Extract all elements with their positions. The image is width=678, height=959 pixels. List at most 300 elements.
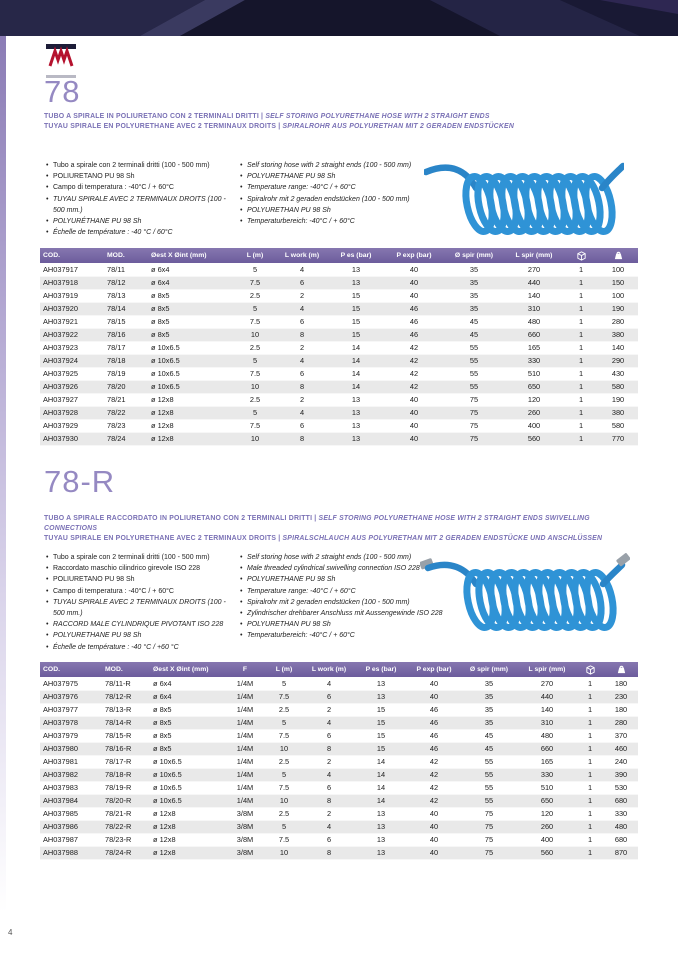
- table-cell: 190: [598, 302, 638, 315]
- table-row: [40, 354, 638, 367]
- column-header: MOD.: [104, 248, 148, 263]
- table-cell: 650: [504, 380, 564, 393]
- table-cell: 150: [598, 276, 638, 289]
- table-cell: 35: [444, 263, 504, 276]
- table-cell: 140: [518, 703, 576, 716]
- table-cell: 75: [444, 419, 504, 432]
- table-cell: 230: [604, 690, 638, 703]
- table-cell: ø 8x5: [150, 716, 226, 729]
- table-cell: 3/8M: [226, 807, 264, 820]
- table-cell: AH037926: [40, 380, 104, 393]
- bullet-item: • Temperaturbereich: -40°C / + 60°C: [240, 630, 448, 641]
- table-cell: 5: [264, 716, 304, 729]
- table-cell: 15: [328, 302, 384, 315]
- table-cell: AH037925: [40, 367, 104, 380]
- table-cell: AH037918: [40, 276, 104, 289]
- description-primary: TUYAU SPIRALE EN POLYURETHANE AVEC 2 TERMINAUX DROITS |: [44, 123, 283, 130]
- table-cell: 14: [328, 354, 384, 367]
- bullet-item: • Self storing hose with 2 straight ends (100 - 500 mm): [240, 552, 448, 563]
- table-cell: 5: [234, 302, 276, 315]
- table-cell: AH037929: [40, 419, 104, 432]
- table-cell: 10: [234, 432, 276, 445]
- bullet-item: • TUYAU SPIRALE AVEC 2 TERMINAUX DROITS (100 - 500 mm.): [46, 194, 232, 216]
- table-cell: 5: [264, 677, 304, 690]
- table-cell: 1: [564, 406, 598, 419]
- table-cell: 13: [328, 419, 384, 432]
- table-cell: 46: [408, 729, 460, 742]
- table-cell: ø 6x4: [150, 690, 226, 703]
- table-cell: ø 10x6.5: [150, 755, 226, 768]
- package-column-header: [576, 662, 604, 677]
- table-cell: 140: [598, 341, 638, 354]
- table-cell: 8: [304, 742, 354, 755]
- table-cell: 7.5: [234, 367, 276, 380]
- table-cell: 78/12-R: [102, 690, 150, 703]
- column-header: F: [226, 662, 264, 677]
- table-cell: AH037984: [40, 794, 102, 807]
- bullet-item: • RACCORD MALE CYLINDRIQUE PIVOTANT ISO 228: [46, 619, 232, 630]
- table-cell: 13: [328, 276, 384, 289]
- weight-column-header: [598, 248, 638, 263]
- table-cell: 1: [576, 781, 604, 794]
- table-cell: 3/8M: [226, 833, 264, 846]
- description-line-1: [44, 514, 644, 534]
- table-cell: 13: [354, 807, 408, 820]
- table-cell: 7.5: [264, 729, 304, 742]
- table-cell: 4: [276, 406, 328, 419]
- brand-logo-mark: [46, 44, 76, 68]
- table-cell: 2: [304, 807, 354, 820]
- table-row: [40, 703, 638, 716]
- table-cell: 46: [408, 716, 460, 729]
- table-cell: 15: [328, 289, 384, 302]
- table-cell: 45: [460, 742, 518, 755]
- table-cell: 40: [408, 833, 460, 846]
- table-cell: ø 8x5: [148, 315, 234, 328]
- table-cell: 78/22: [104, 406, 148, 419]
- table-cell: 15: [354, 742, 408, 755]
- table-cell: 2: [304, 703, 354, 716]
- table-cell: 55: [444, 380, 504, 393]
- column-header: P es (bar): [328, 248, 384, 263]
- table-cell: 42: [384, 367, 444, 380]
- table-cell: 5: [234, 406, 276, 419]
- table-cell: 8: [304, 846, 354, 859]
- table-cell: AH037917: [40, 263, 104, 276]
- table-cell: AH037923: [40, 341, 104, 354]
- table-cell: 75: [460, 833, 518, 846]
- table-cell: 40: [384, 289, 444, 302]
- table-cell: 380: [598, 328, 638, 341]
- table-row: [40, 367, 638, 380]
- table-cell: 55: [460, 768, 518, 781]
- description-primary: TUBO A SPIRALE RACCORDATO IN POLIURETANO CON 2 TERMINALI DRITTI |: [44, 515, 319, 522]
- table-cell: AH037987: [40, 833, 102, 846]
- table-cell: 370: [604, 729, 638, 742]
- table-cell: 7.5: [264, 781, 304, 794]
- table-cell: 75: [444, 393, 504, 406]
- bullet-item: • Temperaturbereich: -40°C / + 60°C: [240, 216, 448, 227]
- table-cell: 440: [518, 690, 576, 703]
- table-cell: 75: [460, 807, 518, 820]
- description-line-1: [44, 112, 644, 122]
- table-cell: 140: [504, 289, 564, 302]
- section-78r-features: [46, 552, 448, 653]
- table-cell: 3/8M: [226, 820, 264, 833]
- table-cell: 100: [598, 289, 638, 302]
- table-cell: 530: [604, 781, 638, 794]
- feature-list-right: [240, 160, 448, 238]
- table-header-row: [40, 248, 638, 263]
- table-cell: 13: [354, 833, 408, 846]
- page-number: 4: [8, 928, 13, 937]
- bullet-item: • Spiralrohr mit 2 geraden endstücken (100 - 500 mm): [240, 597, 448, 608]
- table-cell: 42: [384, 380, 444, 393]
- table-cell: 40: [408, 677, 460, 690]
- table-cell: 78/23: [104, 419, 148, 432]
- table-cell: 55: [460, 794, 518, 807]
- table-row: [40, 432, 638, 445]
- bullet-item: • POLYURETHANE PU 98 Sh: [240, 171, 448, 182]
- table-cell: 1: [564, 328, 598, 341]
- table-cell: 75: [444, 432, 504, 445]
- table-cell: ø 8x5: [150, 703, 226, 716]
- table-cell: 42: [408, 781, 460, 794]
- feature-list-left: [46, 160, 232, 238]
- table-cell: ø 12x8: [148, 432, 234, 445]
- table-cell: 45: [444, 315, 504, 328]
- table-cell: 1/4M: [226, 729, 264, 742]
- table-row: [40, 380, 638, 393]
- table-cell: 14: [354, 794, 408, 807]
- column-header: P exp (bar): [384, 248, 444, 263]
- table-cell: 15: [354, 716, 408, 729]
- table-cell: 330: [504, 354, 564, 367]
- description-primary: TUBO A SPIRALE IN POLIURETANO CON 2 TERMINALI DRITTI |: [44, 113, 266, 120]
- table-cell: 46: [384, 328, 444, 341]
- table-cell: 4: [304, 716, 354, 729]
- description-line-2: [44, 122, 644, 132]
- table-cell: 13: [354, 677, 408, 690]
- table-cell: ø 6x4: [148, 263, 234, 276]
- table-cell: 13: [328, 432, 384, 445]
- section-78r-title: 78-R: [44, 464, 116, 499]
- table-cell: 78/15-R: [102, 729, 150, 742]
- table-row: [40, 755, 638, 768]
- table-cell: 1: [564, 302, 598, 315]
- table-cell: 35: [460, 703, 518, 716]
- table-row: [40, 820, 638, 833]
- column-header: L work (m): [304, 662, 354, 677]
- bullet-item: • POLYURETHANE PU 98 Sh: [240, 574, 448, 585]
- table-cell: 870: [604, 846, 638, 859]
- table-cell: 40: [408, 807, 460, 820]
- table-cell: 13: [354, 846, 408, 859]
- column-header: Øest X Øint (mm): [148, 248, 234, 263]
- feature-list-right: [240, 552, 448, 653]
- table-cell: 40: [384, 419, 444, 432]
- table-cell: 1: [564, 419, 598, 432]
- table-cell: 78/11-R: [102, 677, 150, 690]
- bullet-item: • Échelle de température : -40 °C / +60 °C: [46, 642, 232, 653]
- table-cell: 6: [276, 367, 328, 380]
- table-cell: 6: [276, 315, 328, 328]
- coil-hose-illustration: [424, 152, 624, 248]
- table-row: [40, 807, 638, 820]
- table-cell: 510: [504, 367, 564, 380]
- table-row: [40, 393, 638, 406]
- table-cell: 1/4M: [226, 794, 264, 807]
- table-cell: 35: [444, 302, 504, 315]
- table-cell: 78/21: [104, 393, 148, 406]
- table-cell: 8: [276, 380, 328, 393]
- table-cell: 55: [444, 354, 504, 367]
- table-row: [40, 263, 638, 276]
- bullet-item: • Campo di temperatura : -40°C / + 60°C: [46, 586, 232, 597]
- table-cell: 4: [276, 354, 328, 367]
- table-cell: 78/16-R: [102, 742, 150, 755]
- description-primary: TUYAU SPIRALE EN POLYURETHANE AVEC 2 TERMINAUX DROITS |: [44, 535, 283, 542]
- description-translation: SELF STORING POLYURETHANE HOSE WITH 2 STRAIGHT ENDS SWIVELLING CONNECTIONS: [44, 515, 590, 532]
- table-cell: 4: [304, 768, 354, 781]
- table-cell: 270: [504, 263, 564, 276]
- table-cell: 7.5: [264, 690, 304, 703]
- table-cell: 42: [384, 354, 444, 367]
- table-cell: 480: [504, 315, 564, 328]
- table-row: [40, 729, 638, 742]
- table-cell: 46: [408, 703, 460, 716]
- table-cell: 1: [576, 846, 604, 859]
- product-image-78: [424, 152, 624, 253]
- table-cell: 290: [598, 354, 638, 367]
- table-cell: 13: [328, 263, 384, 276]
- table-cell: 78/17-R: [102, 755, 150, 768]
- column-header: Ø spir (mm): [444, 248, 504, 263]
- table-cell: 260: [518, 820, 576, 833]
- bullet-item: • Self storing hose with 2 straight ends (100 - 500 mm): [240, 160, 448, 171]
- table-row: [40, 690, 638, 703]
- table-cell: 1/4M: [226, 768, 264, 781]
- table-cell: 660: [518, 742, 576, 755]
- table-cell: 1: [564, 367, 598, 380]
- table-cell: ø 12x8: [150, 807, 226, 820]
- table-cell: 660: [504, 328, 564, 341]
- table-cell: 40: [384, 432, 444, 445]
- table-cell: 6: [304, 781, 354, 794]
- table-cell: 680: [604, 794, 638, 807]
- table-cell: AH037924: [40, 354, 104, 367]
- table-cell: 1/4M: [226, 703, 264, 716]
- weight-icon: [616, 664, 627, 675]
- table-body: [40, 263, 638, 445]
- table-cell: 1/4M: [226, 677, 264, 690]
- table-cell: 75: [460, 820, 518, 833]
- table-cell: 75: [460, 846, 518, 859]
- table-cell: ø 12x8: [148, 419, 234, 432]
- table-cell: 165: [504, 341, 564, 354]
- column-header: P exp (bar): [408, 662, 460, 677]
- table-cell: 78/17: [104, 341, 148, 354]
- bullet-item: • TUYAU SPIRALE AVEC 2 TERMINAUX DROITS (100 - 500 mm.): [46, 597, 232, 619]
- table-cell: 1: [576, 755, 604, 768]
- table-cell: 330: [518, 768, 576, 781]
- product-image-78r: [420, 548, 630, 649]
- weight-icon: [613, 250, 624, 261]
- coil-hose-fitted-illustration: [420, 548, 630, 644]
- bullet-item: • POLYURETHAN PU 98 Sh: [240, 205, 448, 216]
- table-cell: ø 12x8: [150, 846, 226, 859]
- table-row: [40, 742, 638, 755]
- table-cell: 480: [604, 820, 638, 833]
- table-cell: 1: [576, 703, 604, 716]
- table-cell: ø 12x8: [148, 406, 234, 419]
- table-cell: ø 10x6.5: [150, 781, 226, 794]
- left-accent-strip: [0, 36, 6, 959]
- table-cell: 770: [598, 432, 638, 445]
- table-cell: 78/20: [104, 380, 148, 393]
- table-cell: 15: [354, 729, 408, 742]
- table-cell: AH037980: [40, 742, 102, 755]
- table-cell: 10: [264, 846, 304, 859]
- table-cell: 165: [518, 755, 576, 768]
- spec-table-78: [40, 248, 638, 446]
- table-cell: 7.5: [234, 276, 276, 289]
- table-row: [40, 677, 638, 690]
- table-cell: 650: [518, 794, 576, 807]
- weight-column-header: [604, 662, 638, 677]
- table-cell: 2: [276, 341, 328, 354]
- table-cell: 8: [304, 794, 354, 807]
- table-row: [40, 768, 638, 781]
- table-cell: 310: [504, 302, 564, 315]
- table-cell: ø 10x6.5: [148, 354, 234, 367]
- table-cell: 1/4M: [226, 781, 264, 794]
- column-header: L (m): [234, 248, 276, 263]
- table-cell: 8: [276, 432, 328, 445]
- table-cell: 13: [354, 690, 408, 703]
- table-cell: 1: [576, 768, 604, 781]
- table-cell: 4: [276, 302, 328, 315]
- table-cell: 42: [408, 755, 460, 768]
- table-cell: 280: [604, 716, 638, 729]
- table-cell: ø 8x5: [148, 289, 234, 302]
- table-cell: AH037927: [40, 393, 104, 406]
- table-cell: 6: [304, 833, 354, 846]
- feature-list-left: [46, 552, 232, 653]
- table-cell: 6: [276, 419, 328, 432]
- table-cell: 1: [576, 833, 604, 846]
- bullet-item: • POLYURÉTHANE PU 98 Sh: [46, 216, 232, 227]
- table-cell: 78/12: [104, 276, 148, 289]
- table-cell: 78/11: [104, 263, 148, 276]
- column-header: L spir (mm): [518, 662, 576, 677]
- spec-table-78r: [40, 662, 638, 860]
- table-cell: 78/24-R: [102, 846, 150, 859]
- table-cell: 4: [304, 677, 354, 690]
- table-cell: 1/4M: [226, 755, 264, 768]
- table-cell: 78/24: [104, 432, 148, 445]
- table-row: [40, 794, 638, 807]
- table-cell: 46: [408, 742, 460, 755]
- table-cell: 14: [354, 768, 408, 781]
- table-row: [40, 406, 638, 419]
- table-cell: 13: [328, 406, 384, 419]
- bullet-item: • Zylindrischer drehbarer Anschluss mit Aussengewinde ISO 228: [240, 608, 448, 619]
- table-cell: 78/16: [104, 328, 148, 341]
- table-cell: 100: [598, 263, 638, 276]
- table-cell: 7.5: [234, 315, 276, 328]
- table-cell: 10: [264, 742, 304, 755]
- table-cell: 440: [504, 276, 564, 289]
- bullet-item: • Spiralrohr mit 2 geraden endstücken (100 - 500 mm): [240, 194, 448, 205]
- table-cell: 1: [576, 820, 604, 833]
- table-cell: 55: [460, 781, 518, 794]
- table-cell: 46: [384, 315, 444, 328]
- table-cell: AH037979: [40, 729, 102, 742]
- table-cell: 78/13-R: [102, 703, 150, 716]
- bullet-item: • POLIURETANO PU 98 Sh: [46, 171, 232, 182]
- description-translation: SPIRALROHR AUS POLYURETHAN MIT 2 GERADEN ENDSTÜCKEN: [282, 123, 514, 130]
- table-cell: 580: [598, 380, 638, 393]
- table-cell: 4: [276, 263, 328, 276]
- table-cell: 78/18-R: [102, 768, 150, 781]
- description-line-2: [44, 534, 644, 544]
- table-cell: 78/21-R: [102, 807, 150, 820]
- table-row: [40, 833, 638, 846]
- table-cell: AH037930: [40, 432, 104, 445]
- table-cell: 180: [604, 703, 638, 716]
- table-cell: 15: [328, 328, 384, 341]
- table-cell: 260: [504, 406, 564, 419]
- table-cell: 1: [564, 393, 598, 406]
- table-cell: 1: [564, 276, 598, 289]
- table-cell: 2: [276, 289, 328, 302]
- table-cell: 55: [460, 755, 518, 768]
- table-cell: AH037982: [40, 768, 102, 781]
- table-cell: 78/20-R: [102, 794, 150, 807]
- table-row: [40, 341, 638, 354]
- table-cell: 5: [234, 354, 276, 367]
- table-row: [40, 328, 638, 341]
- table-cell: ø 12x8: [150, 820, 226, 833]
- table-cell: 40: [384, 276, 444, 289]
- table-cell: 2: [276, 393, 328, 406]
- table-cell: 40: [408, 690, 460, 703]
- table-cell: 14: [328, 380, 384, 393]
- table-cell: 15: [354, 703, 408, 716]
- table-cell: ø 10x6.5: [148, 367, 234, 380]
- table-cell: 3/8M: [226, 846, 264, 859]
- column-header: L spir (mm): [504, 248, 564, 263]
- section-78-features: [46, 160, 448, 238]
- table-cell: 580: [598, 419, 638, 432]
- table-cell: 330: [604, 807, 638, 820]
- table-cell: 78/23-R: [102, 833, 150, 846]
- table-cell: 40: [408, 846, 460, 859]
- table-cell: 7.5: [234, 419, 276, 432]
- table-cell: ø 10x6.5: [150, 794, 226, 807]
- bullet-item: • Temperature range: -40°C / + 60°C: [240, 586, 448, 597]
- table-cell: ø 8x5: [150, 742, 226, 755]
- package-icon: [585, 664, 596, 675]
- column-header: L (m): [264, 662, 304, 677]
- table-cell: AH037983: [40, 781, 102, 794]
- section-78r-description: [44, 514, 644, 544]
- table-cell: 1: [564, 432, 598, 445]
- table-cell: AH037986: [40, 820, 102, 833]
- table-cell: 1: [576, 677, 604, 690]
- table-cell: 6: [304, 690, 354, 703]
